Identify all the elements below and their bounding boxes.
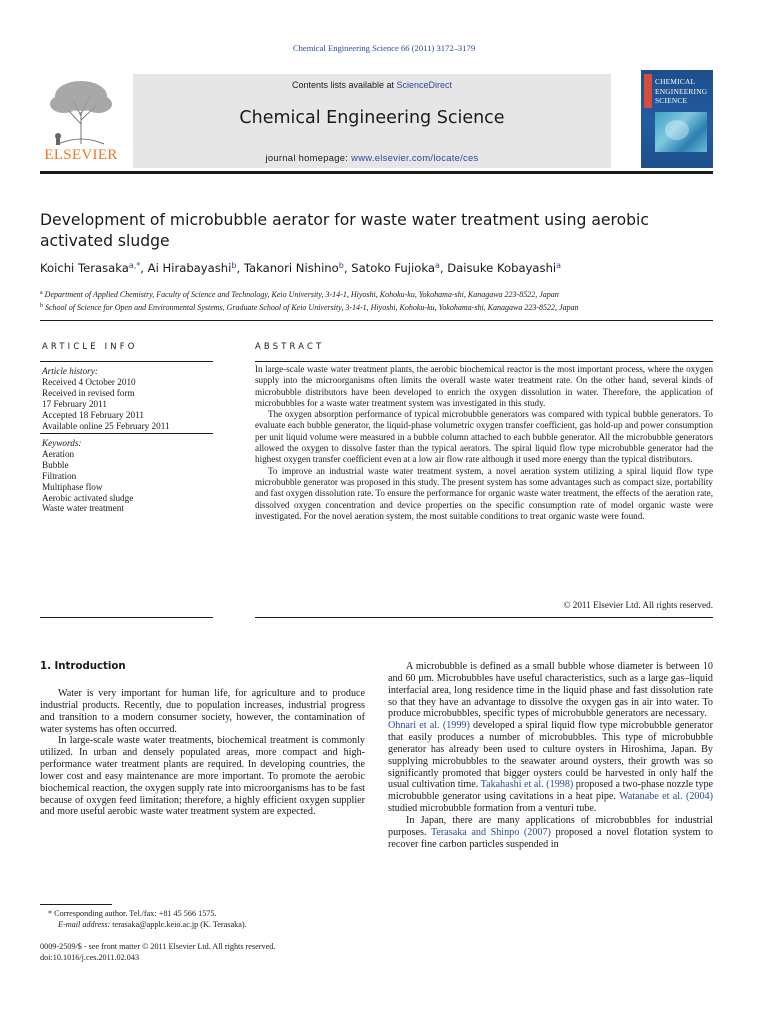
history-item: 17 February 2011 [42, 398, 107, 409]
author-affiliation-mark[interactable]: a [556, 261, 562, 270]
keyword-item: Bubble [42, 459, 69, 470]
article-history [42, 366, 212, 431]
journal-homepage-link[interactable]: www.elsevier.com/locate/ces [351, 152, 479, 163]
cover-image [655, 112, 707, 152]
history-item: Received 4 October 2010 [42, 376, 136, 387]
author-list: Koichi Terasaka$^{a,*}$, Ai Hirabayashi$^b$, Takanori Nishino$^b$, Satoko Fujioka$^a$, Daisuke Kobayashi$^a$ [40, 261, 562, 275]
keyword-item: Aerobic activated sludge [42, 492, 134, 503]
keywords-label: Keywords: [42, 438, 82, 448]
article-history-label: Article history: [42, 366, 98, 376]
corresponding-author-footnote: * Corresponding author. Tel./fax: +81 45 566 1575. E-mail address: terasaka@applc.keio.ac.jp (K. Terasaka). [48, 909, 247, 930]
author-affiliation-mark[interactable]: a [434, 261, 440, 270]
author-affiliation-mark[interactable]: b [231, 261, 237, 270]
reference-link[interactable]: Terasaka and Shinpo (2007) [430, 826, 551, 838]
body-paragraph: In Japan, there are many applications of microbubbles for industrial purposes. Terasaka and Shinpo (2007) proposed a novel flotation system to recover fine carbon particles suspended in [388, 814, 713, 850]
cover-color-band [644, 74, 652, 108]
elsevier-wordmark: ELSEVIER [44, 147, 118, 163]
abstract-body [255, 364, 713, 522]
sciencedirect-link[interactable]: ScienceDirect [396, 80, 453, 90]
abstract-paragraph: The oxygen absorption performance of typical microbubble generators was compared with typical bubble generators. To evaluate each bubble generator, the liquid-phase volumetric oxygen transfer coefficient, gas hold-up and power consumption per unit liquid volume were measured in a bubble column attached to each bubble generator. All the microbubble generators allowed the oxygen to dissolve faster than the typical aerators. The spiral liquid flow type microbubble generator had the highest oxygen transfer coefficient even at a low air flow rate although it used more energy than the typical distributors. [255, 409, 713, 465]
header-divider [40, 320, 713, 321]
front-matter-info [40, 941, 365, 964]
cover-title: CHEMICAL ENGINEERING SCIENCE [655, 77, 708, 105]
history-item: Received in revised form [42, 387, 135, 398]
reference-link[interactable]: Takahashi et al. (1998) [480, 779, 574, 791]
front-matter-line: 0009-2509/$ - see front matter © 2011 Elsevier Ltd. All rights reserved. [40, 942, 276, 951]
keyword-item: Waste water treatment [42, 503, 124, 514]
journal-citation[interactable]: Chemical Engineering Science 66 (2011) 3172–3179 [292, 43, 476, 53]
article-info-mid-rule [40, 433, 213, 434]
keyword-item: Aeration [42, 448, 75, 459]
author-affiliation-mark[interactable]: b [338, 261, 344, 270]
author-name: Satoko Fujioka [351, 261, 435, 275]
body-paragraph: A microbubble is defined as a small bubble whose diameter is between 10 and 60 μm. Microbubbles have useful characteristics, such as a large gas–liquid interfacial area, long residence time in the liquid phase and fast dissolution rate so that they have an advantage to dissolve the oxygen gas in air into water. To produce microbubbles, specific types of microbubble generators are necessary. [388, 661, 713, 720]
introduction-heading: 1. Introduction [40, 661, 126, 672]
article-info-bottom-rule [40, 617, 213, 618]
author-name: Daisuke Kobayashi [447, 261, 557, 275]
contents-available-line: Contents lists available at ScienceDirect [291, 80, 453, 90]
keyword-item: Multiphase flow [42, 481, 103, 492]
author-name: Takanori Nishino [243, 261, 339, 275]
reference-link[interactable]: Watanabe et al. (2004) [619, 791, 713, 803]
abstract-top-rule [255, 361, 713, 362]
journal-cover-thumbnail [641, 70, 713, 168]
reference-link[interactable]: Ohnari et al. (1999) [388, 720, 470, 732]
masthead-divider [40, 171, 713, 174]
journal-title: Chemical Engineering Science [239, 108, 505, 128]
journal-masthead [133, 74, 611, 168]
affiliations [40, 288, 720, 313]
body-paragraph: Ohnari et al. (1999) developed a spiral liquid flow type microbubble generator that easily produces a number of microbubbles. This type of microbubble generator has already been used to culture oysters in Hiroshima, Japan. By supplying microbubbles to the seawater around oysters, their growth was so significantly promoted that bigger oysters could be harvested in only half the usual cultivation time. Takahashi et al. (1998) proposed a two-phase nozzle type microbubble generator using cavitations in a heat pipe. Watanabe et al. (2004) studied microbubble formation from a venturi tube. [388, 720, 713, 815]
abstract-paragraph: To improve an industrial waste water treatment system, a novel aeration system utilizing a spiral liquid flow type microbubble generator was proposed in this study. The present system has some advantages such as compact size, portability and fast oxygen dissolution rate. To ensure the performance for organic waste water treatment, the effects of the aeration rate, dissolved oxygen concentration and device properties on the specific consumption rate of model organic waste were investigated. For the novel aeration system, the most suitable conditions to treat organic waste were found. [255, 465, 713, 521]
affiliation-item: $^a$ Department of Applied Chemistry, Faculty of Science and Technology, Keio University, 3-14-1, Hiyoshi, Kohoku-ku, Yokohama-shi, Kanagawa 223-8522, Japan [40, 290, 559, 299]
abstract-copyright: © 2011 Elsevier Ltd. All rights reserved. [563, 600, 713, 610]
body-paragraph: Water is very important for human life, for agriculture and to produce industrial products. Recently, due to population increases, industrial progress and transition to a modern consumer society, however, the contamination of water systems has often occurred. [40, 688, 365, 735]
author-name: Ai Hirabayashi [147, 261, 232, 275]
intro-right-column [388, 661, 713, 851]
abstract-heading: ABSTRACT [255, 341, 325, 351]
history-item: Accepted 18 February 2011 [42, 409, 144, 420]
article-info-heading: ARTICLE INFO [42, 341, 138, 351]
keyword-item: Filtration [42, 470, 77, 481]
article-title: Development of microbubble aerator for waste water treatment using aerobic activated sludge [40, 211, 649, 250]
footnote-rule [40, 904, 112, 905]
history-item: Available online 25 February 2011 [42, 420, 170, 431]
author-name: Koichi Terasaka [40, 261, 129, 275]
article-info-top-rule [40, 361, 213, 362]
doi-line[interactable]: doi:10.1016/j.ces.2011.02.043 [40, 953, 140, 963]
keywords [42, 438, 212, 514]
intro-left-column [40, 688, 365, 818]
author-affiliation-mark[interactable]: a,* [128, 261, 141, 270]
abstract-bottom-rule [255, 617, 713, 618]
abstract-paragraph: In large-scale waste water treatment plants, the aerobic biochemical reactor is the most important process, where the oxygen supply into the microorganisms often limits the overall waste water treatment rate. On the other hand, several kinds of microbubble distributors have been developed to enrich the oxygen dissolution in water. Therefore, the application of microbubbles for a waste water treatment system was investigated in this study. [255, 364, 713, 408]
affiliation-item: $^b$ School of Science for Open and Environmental Systems, Graduate School of Keio University, 3-14-1, Hiyoshi, Kohoku-ku, Yokohama-shi, Kanagawa 223-8522, Japan [40, 302, 579, 312]
journal-homepage-line: journal homepage: www.elsevier.com/locate/ces [265, 152, 479, 163]
author-email[interactable]: terasaka@applc.keio.ac.jp (K. Terasaka). [110, 920, 247, 930]
body-paragraph: In large-scale waste water treatments, biochemical treatment is commonly utilized. In urban and densely populated areas, more compact and high-performance water treatment plants are required. In developing countries, the lower cost and easy maintenance are more important. To promote the aerobic biochemical reaction, the oxygen supply rate into microorganisms has to be fast because of oxygen feed limitation; therefore, a highly efficient oxygen supplier and more useful aerobic waste water treatment system are expected. [40, 735, 365, 818]
